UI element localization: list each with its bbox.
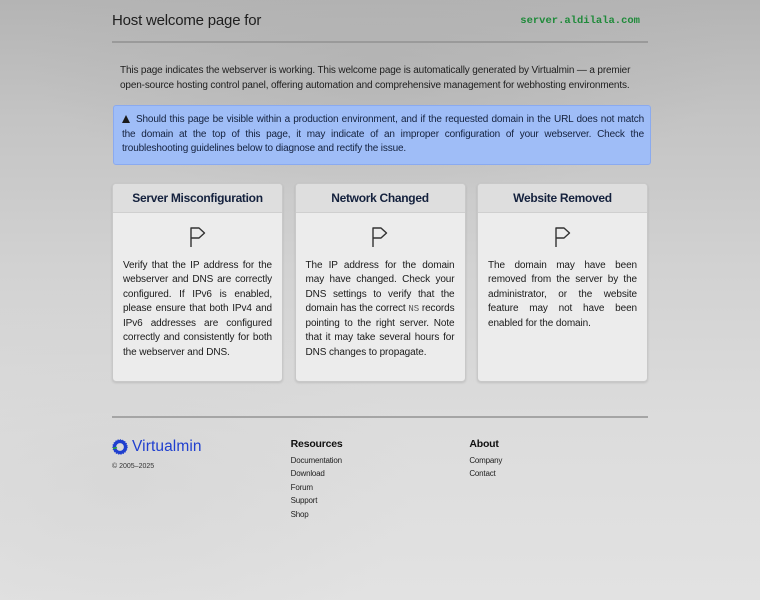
- resources-heading: Resources: [290, 437, 343, 450]
- card-text: Verify that the IP address for the webserver and DNS are correctly configured. If IPv6 is enabled, please ensure that both IPv4 and IPv6 addresses are configured correctly and consistently for both the webserver and DNS.: [123, 259, 272, 358]
- link-contact[interactable]: Contact: [469, 469, 496, 478]
- flag-icon: [371, 226, 389, 248]
- card-title: Server Misconfiguration: [113, 184, 282, 213]
- welcome-page: [112, 0, 648, 521]
- card-text: [306, 259, 455, 361]
- warning-triangle-icon: [122, 115, 130, 123]
- host-domain: server.aldilala.com: [520, 14, 640, 27]
- footer-brand: [112, 438, 291, 522]
- card-title: Network Changed: [296, 184, 465, 213]
- footer-divider: [112, 416, 648, 418]
- virtualmin-logo[interactable]: [112, 437, 291, 457]
- link-download[interactable]: Download: [290, 469, 325, 478]
- link-shop[interactable]: Shop: [290, 509, 309, 519]
- logo-text: Virtualmin: [132, 437, 202, 455]
- page-title: Host welcome page for: [112, 11, 262, 29]
- footer-resources: [291, 438, 470, 522]
- card-website-removed: [477, 183, 648, 382]
- card-title: Website Removed: [478, 184, 647, 213]
- intro-text: This page indicates the webserver is working. This welcome page is automatically generated by Virtualmin — a premier open-source hosting control panel, offering automation and comprehensive management for webhosting environments.: [120, 65, 631, 91]
- link-company[interactable]: Company: [469, 455, 503, 465]
- flag-icon: [554, 226, 572, 248]
- copyright: © 2005–2025: [112, 462, 155, 470]
- ns-code: NS: [408, 304, 419, 314]
- link-forum[interactable]: Forum: [290, 482, 313, 492]
- card-server-misconfiguration: [112, 183, 283, 382]
- card-network-changed: [295, 183, 466, 382]
- alert-text: Should this page be visible within a production environment, and if the requested domain in the URL does not match the domain at the top of this page, it may indicate of an improper configuration of your webserver. Check the troubleshooting guidelines below to diagnose and rectify the issue.: [122, 114, 644, 154]
- card-text-part: records pointing to the right server. Note that it may take several hours for DNS changes to propagate.: [305, 303, 455, 358]
- page-header: [112, 0, 648, 43]
- footer-about: [469, 438, 648, 522]
- card-text: The domain may have been removed from the server by the administrator, or the website feature may not have been enabled for the domain.: [488, 259, 637, 329]
- card-text-part: The IP address for the domain may have changed. Check your DNS settings to verify that the domain has the correct: [305, 259, 455, 314]
- flag-icon: [189, 226, 207, 248]
- page-footer: [112, 438, 648, 522]
- link-support[interactable]: Support: [290, 496, 318, 505]
- about-heading: About: [469, 437, 499, 450]
- troubleshooting-cards: [112, 183, 648, 382]
- virtualmin-logo-icon: [112, 439, 128, 455]
- link-documentation[interactable]: Documentation: [290, 455, 342, 465]
- warning-alert: [113, 105, 651, 165]
